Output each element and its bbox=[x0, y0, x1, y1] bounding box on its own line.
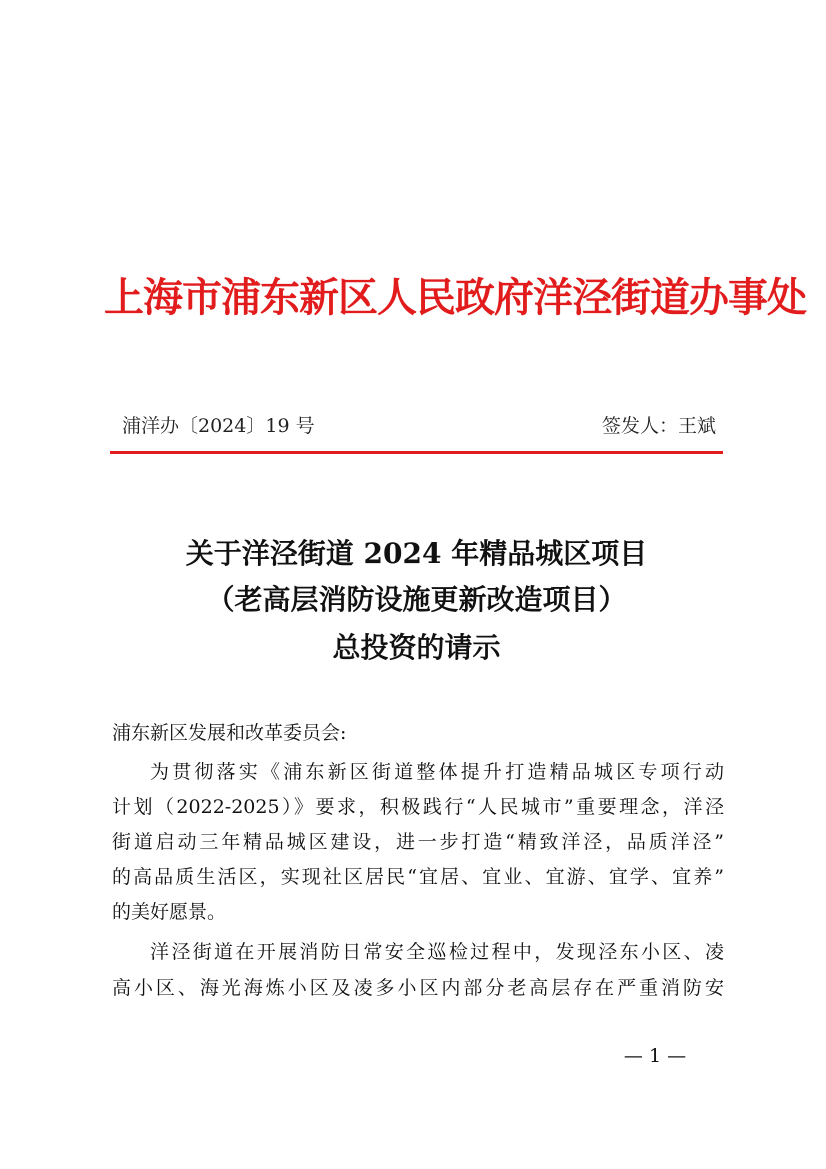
document-title-line-3: 总投资的请示 bbox=[332, 631, 501, 664]
issuing-agency-header: 上海市浦东新区人民政府洋泾街道办事处 bbox=[104, 274, 806, 321]
body-text-line: 的美好愿景。 bbox=[112, 901, 227, 923]
document-number: 浦洋办〔2024〕19 号 bbox=[122, 415, 315, 437]
body-text-line: 街道启动三年精品城区建设，进一步打造“精致洋泾，品质洋泾” bbox=[112, 831, 724, 853]
red-divider-line bbox=[110, 451, 723, 454]
document-title-line-1: 关于洋泾街道 2024 年精品城区项目 bbox=[185, 537, 648, 570]
body-text-line: 高小区、海光海炼小区及凌多小区内部分老高层存在严重消防安 bbox=[112, 977, 724, 999]
salutation: 浦东新区发展和改革委员会: bbox=[112, 722, 347, 744]
body-text-line: 洋泾街道在开展消防日常安全巡检过程中，发现泾东小区、凌 bbox=[150, 941, 724, 963]
document-title-line-2: （老高层消防设施更新改造项目） bbox=[206, 583, 627, 616]
signer: 签发人：王斌 bbox=[601, 415, 716, 437]
body-text-line: 为贯彻落实《浦东新区街道整体提升打造精品城区专项行动 bbox=[150, 761, 724, 783]
body-text-line: 计划（2022-2025）》要求，积极践行“人民城市”重要理念，洋泾 bbox=[112, 796, 724, 818]
page-number: — 1 — bbox=[623, 1045, 687, 1067]
body-text-line: 的高品质生活区，实现社区居民“宜居、宜业、宜游、宜学、宜养” bbox=[112, 866, 724, 888]
